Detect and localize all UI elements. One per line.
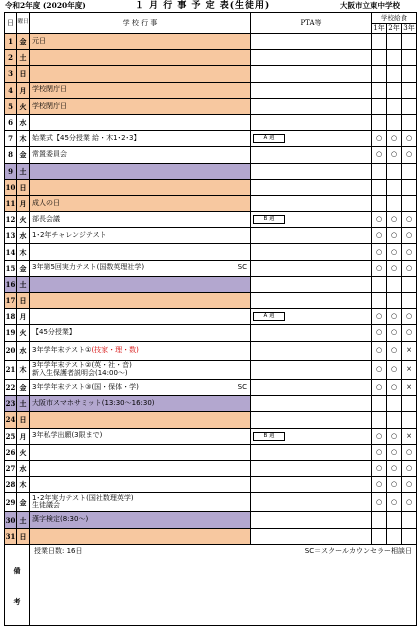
lunch-grade3 — [402, 195, 417, 211]
lunch-grade1 — [372, 396, 387, 412]
event-cell — [30, 396, 251, 412]
weekday: 土 — [17, 276, 30, 292]
event-cell — [30, 428, 251, 444]
day-number: 30 — [5, 512, 17, 528]
lunch-grade3 — [402, 276, 417, 292]
pta-cell — [251, 428, 372, 444]
event-text: 漢字検定(8:30〜) — [32, 515, 89, 524]
day-row — [5, 195, 417, 211]
event-cell — [30, 163, 251, 179]
event-cell — [30, 244, 251, 260]
lunch-grade1 — [372, 50, 387, 66]
pta-cell — [251, 528, 372, 544]
lunch-grade1: ○ — [372, 493, 387, 512]
lunch-grade2 — [387, 114, 402, 130]
week-badge: A 週 — [253, 134, 285, 143]
event-cell — [30, 114, 251, 130]
event-cell — [30, 477, 251, 493]
lunch-grade3: ○ — [402, 309, 417, 325]
day-number: 3 — [5, 66, 17, 82]
event-cell — [30, 228, 251, 244]
day-row — [5, 179, 417, 195]
pta-cell — [251, 341, 372, 360]
lunch-grade1: ○ — [372, 212, 387, 228]
lunch-grade3: ○ — [402, 244, 417, 260]
lunch-grade2: ○ — [387, 460, 402, 476]
event-text: 大阪市スマホサミット(13:30〜16:30) — [32, 398, 155, 407]
lunch-grade3 — [402, 528, 417, 544]
pta-cell — [251, 396, 372, 412]
col-events: 学 校 行 事 — [30, 13, 251, 34]
weekday: 日 — [17, 293, 30, 309]
week-badge: A 週 — [253, 312, 285, 321]
lunch-grade3 — [402, 293, 417, 309]
weekday: 金 — [17, 34, 30, 50]
lunch-grade3: × — [402, 379, 417, 395]
weekday: 木 — [17, 360, 30, 379]
event-text: 常置委員会 — [32, 150, 67, 159]
lunch-grade1 — [372, 34, 387, 50]
weekday: 火 — [17, 444, 30, 460]
event-cell — [30, 325, 251, 341]
day-row — [5, 460, 417, 476]
lunch-grade3: ○ — [402, 477, 417, 493]
lunch-grade1: ○ — [372, 460, 387, 476]
sc-marker: SC — [237, 382, 247, 391]
day-row — [5, 293, 417, 309]
lunch-grade1 — [372, 82, 387, 98]
col-pta: PTA等 — [251, 13, 372, 34]
year-label: 令和2年度 (2020年度) — [5, 1, 86, 10]
lunch-grade2 — [387, 412, 402, 428]
day-number: 9 — [5, 163, 17, 179]
pta-cell — [251, 131, 372, 147]
pta-cell — [251, 244, 372, 260]
lunch-grade2: ○ — [387, 360, 402, 379]
day-number: 2 — [5, 50, 17, 66]
lunch-grade2: ○ — [387, 147, 402, 163]
lunch-grade1: ○ — [372, 379, 387, 395]
event-cell — [30, 444, 251, 460]
lunch-grade3 — [402, 98, 417, 114]
day-row — [5, 379, 417, 395]
day-row — [5, 444, 417, 460]
event-text: 学校閉庁日 — [32, 101, 67, 110]
day-row — [5, 276, 417, 292]
lunch-grade1: ○ — [372, 244, 387, 260]
pta-cell — [251, 98, 372, 114]
lunch-grade3: × — [402, 428, 417, 444]
lunch-grade1 — [372, 528, 387, 544]
lunch-grade2 — [387, 163, 402, 179]
lunch-grade3: × — [402, 360, 417, 379]
day-row — [5, 341, 417, 360]
weekday: 土 — [17, 396, 30, 412]
event-text: 成人の日 — [32, 198, 60, 207]
pta-cell — [251, 379, 372, 395]
lunch-grade1 — [372, 163, 387, 179]
pta-cell — [251, 82, 372, 98]
day-number: 16 — [5, 276, 17, 292]
lunch-grade2 — [387, 195, 402, 211]
lunch-grade3: ○ — [402, 493, 417, 512]
col-lunch: 学校給食 — [372, 13, 417, 24]
lunch-grade3: ○ — [402, 325, 417, 341]
lunch-grade1 — [372, 114, 387, 130]
weekday: 月 — [17, 428, 30, 444]
pta-cell — [251, 50, 372, 66]
event-text: 始業式【45分授業 給・木1･2･3】 — [32, 133, 141, 142]
col-grade2: 2年 — [388, 24, 400, 32]
pta-cell — [251, 34, 372, 50]
weekday: 水 — [17, 341, 30, 360]
weekday: 月 — [17, 82, 30, 98]
lunch-grade2: ○ — [387, 428, 402, 444]
lunch-grade2 — [387, 50, 402, 66]
event-cell — [30, 360, 251, 379]
col-grade1: 1年 — [373, 24, 385, 32]
pta-cell — [251, 512, 372, 528]
day-number: 14 — [5, 244, 17, 260]
lunch-grade2 — [387, 276, 402, 292]
lunch-grade3: ○ — [402, 260, 417, 276]
day-row — [5, 412, 417, 428]
page-title: １ 月 行 事 予 定 表(生徒用) — [135, 1, 271, 11]
pta-cell — [251, 212, 372, 228]
sc-marker: SC — [237, 263, 247, 272]
day-number: 26 — [5, 444, 17, 460]
pta-cell — [251, 325, 372, 341]
weekday: 土 — [17, 50, 30, 66]
lunch-grade1: ○ — [372, 309, 387, 325]
day-row — [5, 309, 417, 325]
weekday: 月 — [17, 309, 30, 325]
event-text: 3年学年末テスト②(英・社・音) — [32, 361, 132, 370]
lunch-grade1: ○ — [372, 477, 387, 493]
weekday: 金 — [17, 147, 30, 163]
lunch-grade2 — [387, 512, 402, 528]
lunch-grade2 — [387, 528, 402, 544]
lunch-grade3: ○ — [402, 131, 417, 147]
pta-cell — [251, 179, 372, 195]
lunch-grade1: ○ — [372, 360, 387, 379]
weekday: 木 — [17, 244, 30, 260]
day-number: 20 — [5, 341, 17, 360]
day-row — [5, 82, 417, 98]
day-number: 6 — [5, 114, 17, 130]
event-cell — [30, 493, 251, 512]
lunch-grade2 — [387, 98, 402, 114]
class-days: 授業日数: 16日 — [34, 546, 83, 555]
event-text: 3年学年末テスト① — [32, 345, 92, 354]
col-weekday: 曜日 — [17, 13, 30, 34]
day-number: 12 — [5, 212, 17, 228]
day-number: 19 — [5, 325, 17, 341]
lunch-grade2: ○ — [387, 228, 402, 244]
lunch-grade3: ○ — [402, 228, 417, 244]
lunch-grade3: ○ — [402, 460, 417, 476]
lunch-grade3: ○ — [402, 147, 417, 163]
event-cell — [30, 528, 251, 544]
day-row — [5, 428, 417, 444]
event-cell — [30, 309, 251, 325]
pta-cell — [251, 276, 372, 292]
weekday: 日 — [17, 412, 30, 428]
event-text: 3年私学出願(3限まで) — [32, 431, 103, 440]
day-number: 17 — [5, 293, 17, 309]
lunch-grade2: ○ — [387, 325, 402, 341]
event-cell — [30, 131, 251, 147]
lunch-grade1 — [372, 412, 387, 428]
lunch-grade3: ○ — [402, 444, 417, 460]
lunch-grade3 — [402, 50, 417, 66]
lunch-grade2 — [387, 293, 402, 309]
day-row — [5, 98, 417, 114]
day-row — [5, 66, 417, 82]
pta-cell — [251, 360, 372, 379]
pta-cell — [251, 147, 372, 163]
day-number: 31 — [5, 528, 17, 544]
lunch-grade2: ○ — [387, 131, 402, 147]
day-row — [5, 163, 417, 179]
day-number: 10 — [5, 179, 17, 195]
lunch-grade2: ○ — [387, 341, 402, 360]
day-row — [5, 50, 417, 66]
lunch-grade2: ○ — [387, 212, 402, 228]
week-badge: B 週 — [253, 215, 285, 224]
day-row — [5, 260, 417, 276]
day-number: 13 — [5, 228, 17, 244]
lunch-grade2 — [387, 66, 402, 82]
weekday: 金 — [17, 379, 30, 395]
lunch-grade2: ○ — [387, 309, 402, 325]
lunch-grade2: ○ — [387, 379, 402, 395]
lunch-grade1: ○ — [372, 228, 387, 244]
lunch-grade2: ○ — [387, 244, 402, 260]
event-cell — [30, 195, 251, 211]
schedule-table — [4, 12, 417, 626]
weekday: 火 — [17, 325, 30, 341]
day-row — [5, 360, 417, 379]
pta-cell — [251, 66, 372, 82]
weekday: 日 — [17, 528, 30, 544]
weekday: 金 — [17, 493, 30, 512]
event-text: 元日 — [32, 36, 46, 45]
lunch-grade2 — [387, 179, 402, 195]
day-number: 11 — [5, 195, 17, 211]
day-number: 22 — [5, 379, 17, 395]
lunch-grade3 — [402, 512, 417, 528]
pta-cell — [251, 114, 372, 130]
weekday: 木 — [17, 131, 30, 147]
pta-cell — [251, 412, 372, 428]
pta-cell — [251, 260, 372, 276]
day-number: 21 — [5, 360, 17, 379]
sc-note: SC＝スクールカウンセラー相談日 — [304, 546, 412, 555]
day-number: 27 — [5, 460, 17, 476]
day-row — [5, 34, 417, 50]
event-cell — [30, 50, 251, 66]
event-cell — [30, 147, 251, 163]
notes-row — [5, 544, 417, 625]
weekday: 土 — [17, 512, 30, 528]
day-number: 1 — [5, 34, 17, 50]
event-text: 生徒議会 — [32, 501, 60, 510]
lunch-grade1 — [372, 66, 387, 82]
lunch-grade3 — [402, 412, 417, 428]
lunch-grade3 — [402, 66, 417, 82]
day-number: 23 — [5, 396, 17, 412]
weekday: 水 — [17, 114, 30, 130]
school-name: 大阪市立東中学校 — [340, 1, 400, 10]
event-cell — [30, 460, 251, 476]
day-number: 28 — [5, 477, 17, 493]
event-text: 3年第5回実力テスト(国数英理社学) — [32, 263, 145, 272]
lunch-grade2: ○ — [387, 444, 402, 460]
day-number: 5 — [5, 98, 17, 114]
event-text: 3年学年末テスト③(国・保体・学) — [32, 382, 139, 391]
pta-cell — [251, 309, 372, 325]
weekday: 月 — [17, 195, 30, 211]
event-text: 新入生保護者説明会(14:00〜) — [32, 368, 128, 377]
day-row — [5, 147, 417, 163]
event-cell — [30, 379, 251, 395]
lunch-grade3 — [402, 82, 417, 98]
day-number: 24 — [5, 412, 17, 428]
event-cell — [30, 260, 251, 276]
day-row — [5, 114, 417, 130]
lunch-grade3: × — [402, 341, 417, 360]
day-number: 18 — [5, 309, 17, 325]
day-row — [5, 493, 417, 512]
event-cell — [30, 412, 251, 428]
pta-cell — [251, 477, 372, 493]
notes-text — [30, 544, 417, 625]
lunch-grade1: ○ — [372, 147, 387, 163]
lunch-grade3: ○ — [402, 212, 417, 228]
lunch-grade2 — [387, 82, 402, 98]
pta-cell — [251, 163, 372, 179]
event-cell — [30, 293, 251, 309]
col-grade3: 3年 — [403, 24, 415, 32]
day-row — [5, 396, 417, 412]
day-row — [5, 528, 417, 544]
lunch-grade1: ○ — [372, 428, 387, 444]
lunch-grade1: ○ — [372, 325, 387, 341]
lunch-grade2 — [387, 396, 402, 412]
weekday: 水 — [17, 460, 30, 476]
weekday: 日 — [17, 66, 30, 82]
day-number: 7 — [5, 131, 17, 147]
pta-cell — [251, 293, 372, 309]
day-row — [5, 512, 417, 528]
lunch-grade1 — [372, 195, 387, 211]
event-cell — [30, 179, 251, 195]
event-cell — [30, 512, 251, 528]
week-badge: B 週 — [253, 432, 285, 441]
event-text: (技家・理・数) — [91, 345, 139, 354]
day-number: 15 — [5, 260, 17, 276]
day-row — [5, 212, 417, 228]
day-number: 25 — [5, 428, 17, 444]
pta-cell — [251, 493, 372, 512]
notes-label: 備 考 — [5, 544, 30, 625]
lunch-grade1 — [372, 512, 387, 528]
pta-cell — [251, 228, 372, 244]
weekday: 土 — [17, 163, 30, 179]
lunch-grade1 — [372, 98, 387, 114]
lunch-grade1 — [372, 276, 387, 292]
day-row — [5, 244, 417, 260]
col-day: 日 — [5, 13, 17, 34]
page-header — [0, 0, 420, 12]
weekday: 火 — [17, 212, 30, 228]
pta-cell — [251, 460, 372, 476]
day-row — [5, 228, 417, 244]
event-text: 【45分授業】 — [32, 328, 76, 337]
day-row — [5, 325, 417, 341]
lunch-grade1: ○ — [372, 260, 387, 276]
lunch-grade3 — [402, 163, 417, 179]
event-cell — [30, 276, 251, 292]
event-cell — [30, 66, 251, 82]
weekday: 木 — [17, 477, 30, 493]
weekday: 金 — [17, 260, 30, 276]
event-cell — [30, 212, 251, 228]
lunch-grade3 — [402, 396, 417, 412]
lunch-grade1: ○ — [372, 341, 387, 360]
lunch-grade2 — [387, 34, 402, 50]
event-text: 1･2年チャレンジテスト — [32, 231, 107, 240]
event-cell — [30, 341, 251, 360]
event-cell — [30, 82, 251, 98]
event-text: 学校閉庁日 — [32, 85, 67, 94]
lunch-grade1 — [372, 293, 387, 309]
lunch-grade1: ○ — [372, 131, 387, 147]
day-number: 4 — [5, 82, 17, 98]
day-row — [5, 131, 417, 147]
event-text: 部長会議 — [32, 214, 60, 223]
lunch-grade1: ○ — [372, 444, 387, 460]
lunch-grade3 — [402, 114, 417, 130]
day-row — [5, 477, 417, 493]
lunch-grade3 — [402, 179, 417, 195]
lunch-grade2: ○ — [387, 493, 402, 512]
weekday: 水 — [17, 228, 30, 244]
event-cell — [30, 98, 251, 114]
lunch-grade2: ○ — [387, 260, 402, 276]
lunch-grade3 — [402, 34, 417, 50]
event-text: 1･2年実力テスト(国社数理英学) — [32, 493, 134, 502]
pta-cell — [251, 195, 372, 211]
lunch-grade2: ○ — [387, 477, 402, 493]
event-cell — [30, 34, 251, 50]
day-number: 29 — [5, 493, 17, 512]
weekday: 火 — [17, 98, 30, 114]
lunch-grade1 — [372, 179, 387, 195]
pta-cell — [251, 444, 372, 460]
weekday: 日 — [17, 179, 30, 195]
day-number: 8 — [5, 147, 17, 163]
